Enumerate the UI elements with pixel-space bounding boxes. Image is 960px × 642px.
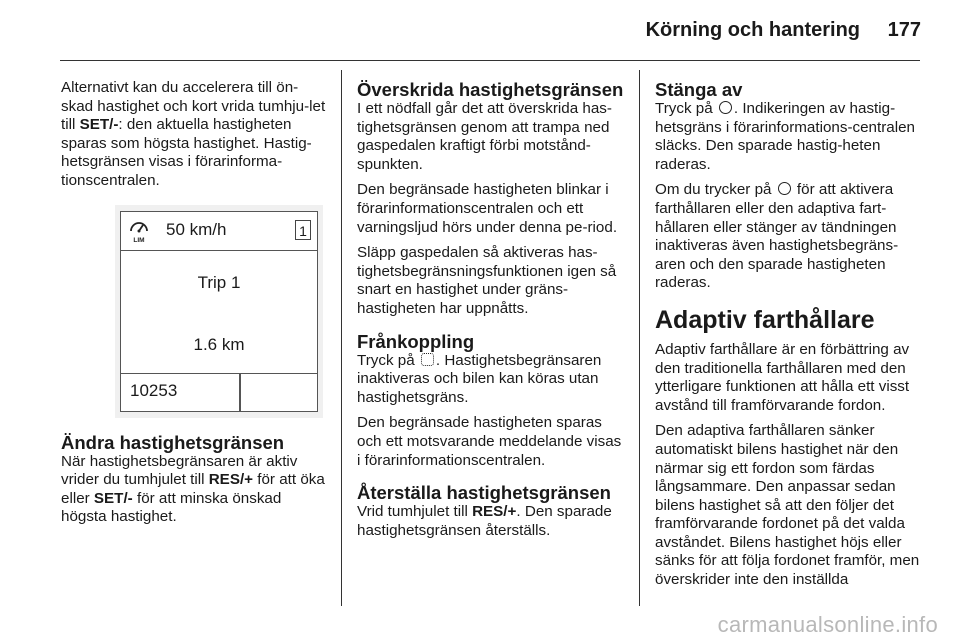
screen-top-bar: [121, 212, 317, 251]
chapter-title: Körning och hantering: [645, 19, 860, 41]
column-3: [655, 79, 925, 597]
restore-paragraph: Vrid tumhjulet till RES/+. Den sparade hastighetsgränsen återställs.: [357, 503, 612, 539]
column-2: [357, 79, 625, 547]
disconnect-heading: Frånkoppling: [357, 330, 475, 352]
watermark: carmanualsonline.info: [717, 612, 938, 637]
switch-off-heading: Stänga av: [655, 79, 743, 100]
cancel-symbol-icon: [421, 353, 434, 366]
column-divider-1: [341, 70, 342, 606]
adaptive-cruise-paragraph-2: Den adaptiva farthållaren sänker automatiskt bilens hastighet när den närmar sig ett fordon som färdas långsammare. Den anpassar sedan bilens hastighet så att den följer det framförvarande fordonet på det valda avståndet. Bilens hastighet höjs eller sänks för att följa fordonet framför, men överskrider inte den inställda: [655, 422, 920, 589]
odometer: 10253: [130, 380, 178, 400]
disconnect-paragraph-2: Den begränsade hastigheten sparas och ett motsvarande meddelande visas i förarinformationscentralen.: [357, 414, 622, 469]
driver-info-screen: [120, 211, 318, 412]
exceed-paragraph-3: Släpp gaspedalen så aktiveras has-tighetsbegränsningsfunktionen igen så snart en hastighet under gräns-hastigheten har uppnåtts.: [357, 244, 617, 317]
adaptive-cruise-heading: Adaptiv farthållare: [655, 305, 875, 334]
screen-bottom-bar: [121, 373, 317, 411]
disconnect-paragraph-1: Tryck på . Hastighetsbegränsaren inaktiveras och bilen kan köras utan hastighetsgräns.: [357, 351, 602, 406]
adaptive-cruise-paragraph-1: Adaptiv farthållare är en förbättring av den traditionella farthållaren med den ytterligare funktionen att hålla ett visst avstånd till framförvarande fordon.: [655, 340, 910, 414]
switch-off-paragraph-2: Om du trycker på för att aktivera farthållaren eller den adaptiva fart-hållaren eller stänger av tändningen inaktiveras även hastighetsbegräns-aren och den sparade hastigheten raderas.: [655, 181, 899, 292]
limiter-symbol-icon: [719, 101, 732, 114]
info-display-figure: [115, 205, 323, 418]
svg-text:LIM: LIM: [133, 236, 145, 244]
restore-limit-heading: Återställa hastighetsgränsen: [357, 482, 611, 504]
change-limit-paragraph: När hastighetsbegränsaren är aktiv vrider du tumhjulet till RES/+ för att öka eller SET/- för att minska önskad högsta hastighet.: [61, 452, 325, 526]
page-indicator: 1: [295, 220, 311, 240]
cruise-control-symbol-icon: [778, 182, 791, 195]
page-header: [0, 0, 960, 64]
change-limit-heading: Ändra hastighetsgränsen: [61, 431, 285, 453]
header-rule: [60, 60, 920, 61]
limit-speed: 50 km/h: [166, 219, 227, 239]
intro-paragraph: Alternativt kan du accelerera till ön-skad hastighet och kort vrida tumhju-let till SET/-: den aktuella hastigheten sparas som högsta hastighet. Hastig-hetsgränsen visas i förarinforma-tionscentralen.: [61, 79, 326, 189]
trip-label: Trip 1: [197, 272, 241, 292]
page-number: 177: [887, 19, 921, 41]
exceed-paragraph-2: Den begränsade hastigheten blinkar i förarinformationscentralen och ett varningsljud hörs under denna pe-riod.: [357, 181, 618, 236]
exceed-paragraph-1: I ett nödfall går det att överskrida has-tighetsgränsen genom att trampa ned gaspedalen kraftigt förbi motstånd-spunkten.: [357, 100, 612, 173]
speed-limiter-icon: [128, 218, 150, 244]
column-divider-2: [639, 70, 640, 606]
bottom-divider: [239, 374, 241, 411]
column-1: [61, 79, 326, 534]
exceed-limit-heading: Överskrida hastighetsgränsen: [357, 79, 624, 100]
trip-distance: 1.6 km: [193, 334, 245, 354]
switch-off-paragraph-1: Tryck på . Indikeringen av hastig-hetsgräns i förarinformations-centralen släcks. Den sparade hastig-heten raderas.: [655, 100, 915, 173]
